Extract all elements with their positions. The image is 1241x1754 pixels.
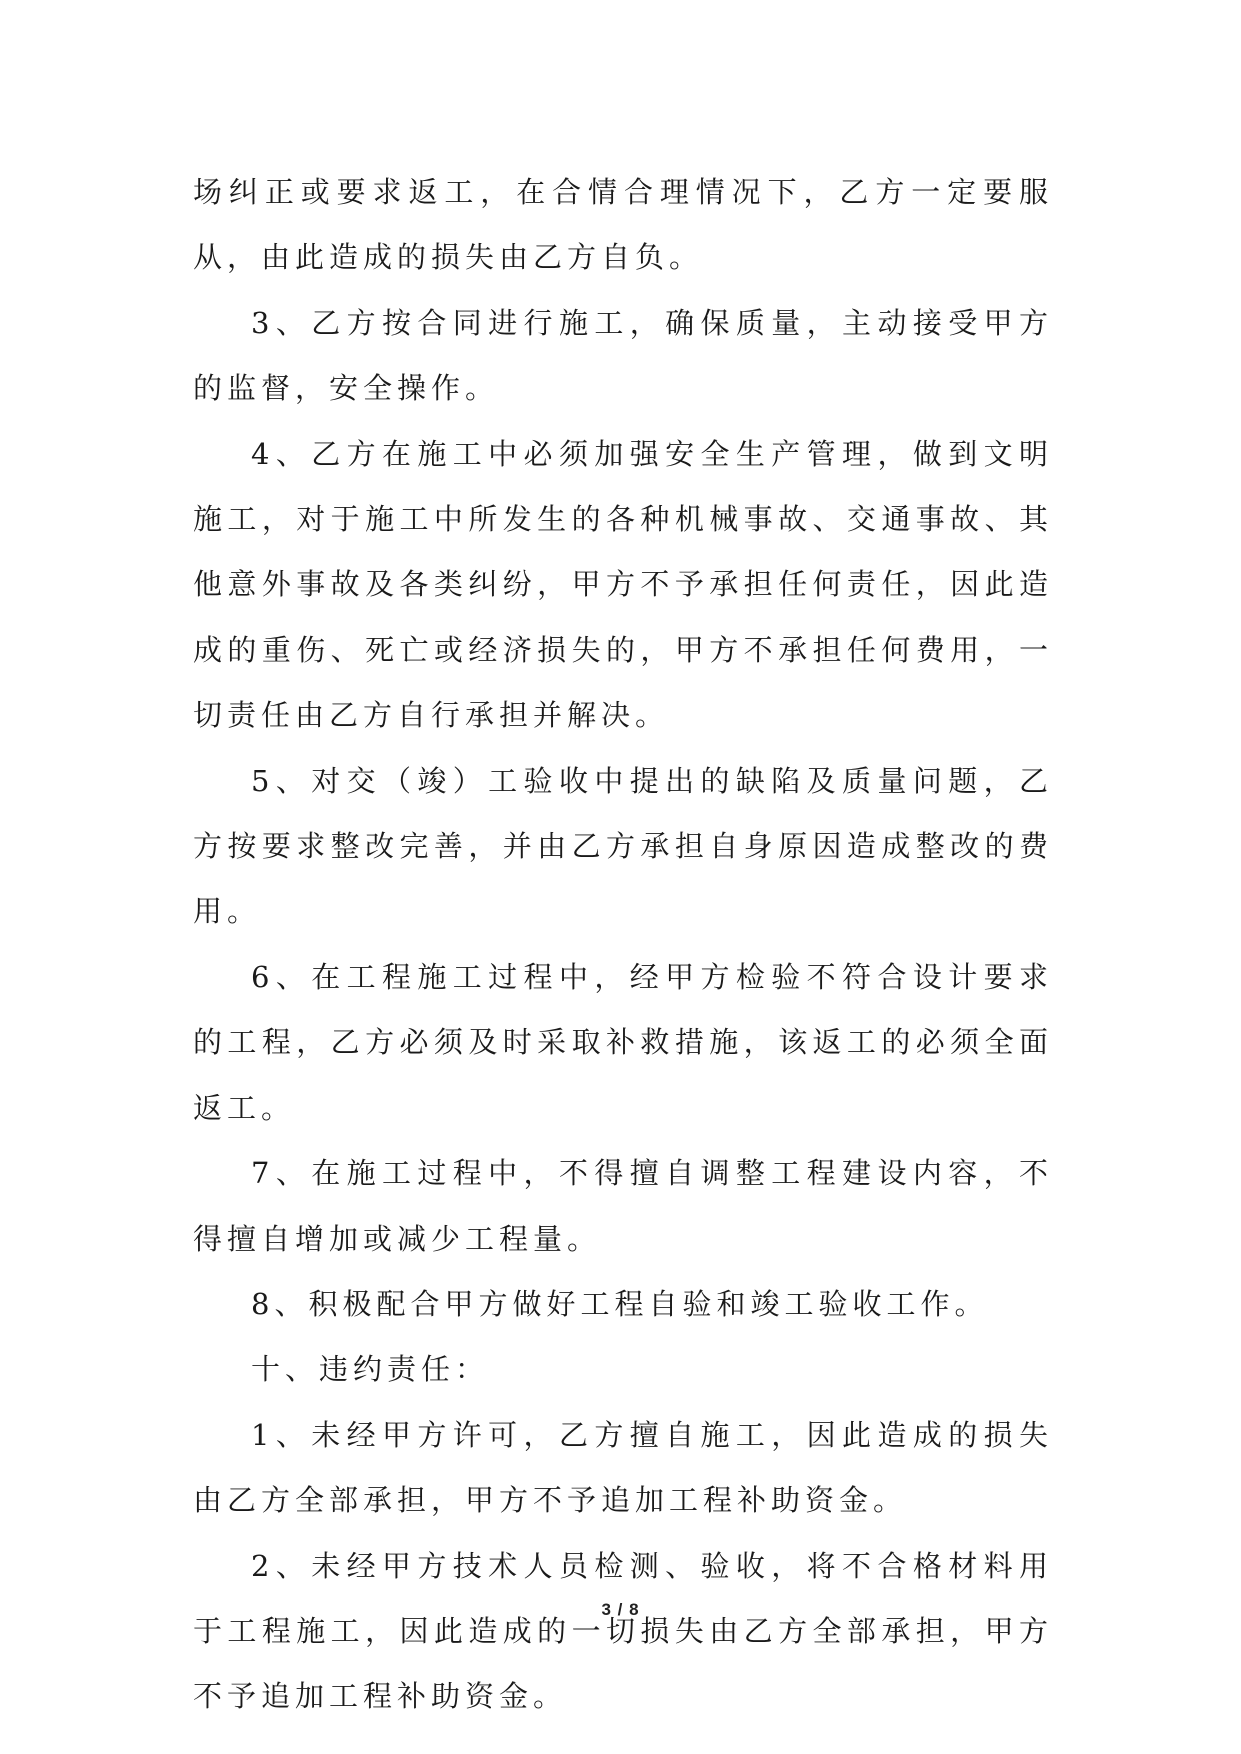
paragraph-item-7: 7、在施工过程中，不得擅自调整工程建设内容，不得擅自增加或减少工程量。 (193, 1156, 1053, 1256)
paragraph-item-3: 3、乙方按合同进行施工，确保质量，主动接受甲方的监督，安全操作。 (193, 305, 1053, 406)
paragraph-continuation: 场纠正或要求返工，在合情合理情况下，乙方一定要服从，由此造成的损失由乙方自负。 (193, 175, 1053, 275)
paragraph-item-5: 5、对交（竣）工验收中提出的缺陷及质量问题，乙方按要求整改完善，并由乙方承担自身原因造成整改的费用。 (193, 763, 1053, 929)
paragraph-item-8: 8、积极配合甲方做好工程自验和竣工验收工作。 (251, 1286, 989, 1321)
document-body (193, 160, 1053, 1730)
paragraph-liability-2: 2、未经甲方技术人员检测、验收，将不合格材料用于工程施工，因此造成的一切损失由乙方全部承担，甲方不予追加工程补助资金。 (193, 1548, 1053, 1714)
paragraph-item-6: 6、在工程施工过程中，经甲方检验不符合设计要求的工程，乙方必须及时采取补救措施，该返工的必须全面返工。 (193, 959, 1053, 1125)
section-heading-breach-liability: 十、违约责任： (251, 1352, 490, 1387)
page-number: 3 / 8 (601, 1600, 640, 1619)
paragraph-liability-1: 1、未经甲方许可，乙方擅自施工，因此造成的损失由乙方全部承担，甲方不予追加工程补助资金。 (193, 1417, 1053, 1518)
paragraph-item-4: 4、乙方在施工中必须加强安全生产管理，做到文明施工，对于施工中所发生的各种机械事故、交通事故、其他意外事故及各类纠纷，甲方不予承担任何责任，因此造成的重伤、死亡或经济损失的，甲方不承担任何费用，一切责任由乙方自行承担并解决。 (193, 436, 1053, 733)
